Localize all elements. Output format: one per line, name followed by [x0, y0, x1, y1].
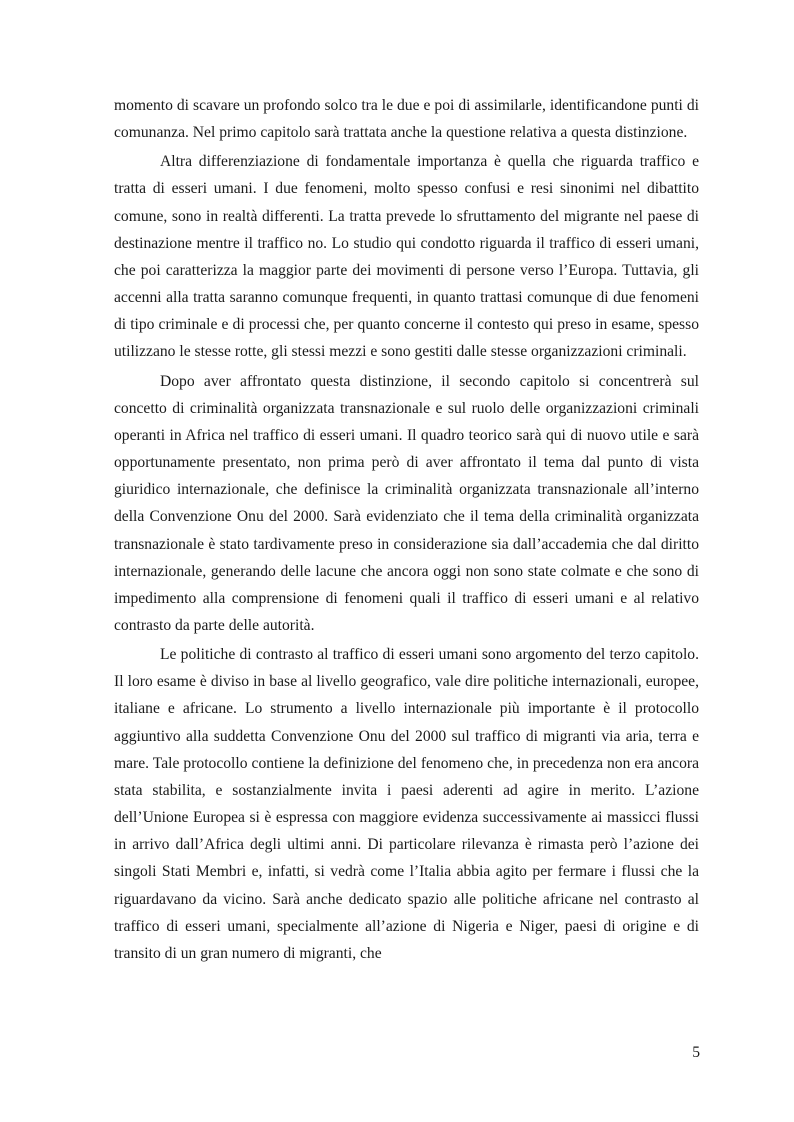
- body-text: [114, 92, 699, 967]
- paragraph-traffico-tratta: Altra differenziazione di fondamentale importanza è quella che riguarda traffico e tratta di esseri umani. I due fenomeni, molto spesso confusi e resi sinonimi nel dibattito comune, sono in realtà differenti. La tratta prevede lo sfruttamento del migrante nel paese di destinazione mentre il traffico no. Lo studio qui condotto riguarda il traffico di esseri umani, che poi caratterizza la maggior parte dei movimenti di persone verso l’Europa. Tuttavia, gli accenni alla tratta saranno comunque frequenti, in quanto trattasi comunque di due fenomeni di tipo criminale e di processi che, per quanto concerne il contesto qui preso in esame, spesso utilizzano le stesse rotte, gli stessi mezzi e sono gestiti dalle stesse organizzazioni criminali.: [114, 153, 699, 361]
- paragraph-terzo-capitolo: Le politiche di contrasto al traffico di esseri umani sono argomento del terzo capitolo. Il loro esame è diviso in base al livello geografico, vale dire politiche internazionali, europee, italiane e africane. Lo strumento a livello internazionale più importante è il protocollo aggiuntivo alla suddetta Convenzione Onu del 2000 sul traffico di migranti via aria, terra e mare. Tale protocollo contiene la definizione del fenomeno che, in precedenza non era ancora stata stabilita, e sostanzialmente invita i paesi aderenti ad agire in merito. L’azione dell’Unione Europea si è espressa con maggiore evidenza successivamente ai massicci flussi in arrivo dall’Africa degli ultimi anni. Di particolare rilevanza è rimasta però l’azione dei singoli Stati Membri e, infatti, si vedrà come l’Italia abbia agito per fermare i flussi che la riguardavano da vicino. Sarà anche dedicato spazio alle politiche africane nel contrasto al traffico di esseri umani, specialmente all’azione di Nigeria e Niger, paesi di origine e di transito di un gran numero di migranti, che: [114, 646, 699, 962]
- paragraph-secondo-capitolo: Dopo aver affrontato questa distinzione, il secondo capitolo si concentrerà sul concetto di criminalità organizzata transnazionale e sul ruolo delle organizzazioni criminali operanti in Africa nel traffico di esseri umani. Il quadro teorico sarà qui di nuovo utile e sarà opportunamente presentato, non prima però di aver affrontato il tema dal punto di vista giuridico internazionale, che definisce la criminalità organizzata transnazionale all’interno della Convenzione Onu del 2000. Sarà evidenziato che il tema della criminalità organizzata transnazionale è stato tardivamente preso in considerazione sia dall’accademia che dal diritto internazionale, generando delle lacune che ancora oggi non sono state colmate e che sono di impedimento alla comprensione di fenomeni quali il traffico di esseri umani e al relativo contrasto da parte delle autorità.: [114, 372, 699, 634]
- paragraph-continuation: momento di scavare un profondo solco tra le due e poi di assimilarle, identificandone punti di comunanza. Nel primo capitolo sarà trattata anche la questione relativa a questa distinzione.: [114, 97, 699, 142]
- page-number: 5: [692, 1044, 700, 1061]
